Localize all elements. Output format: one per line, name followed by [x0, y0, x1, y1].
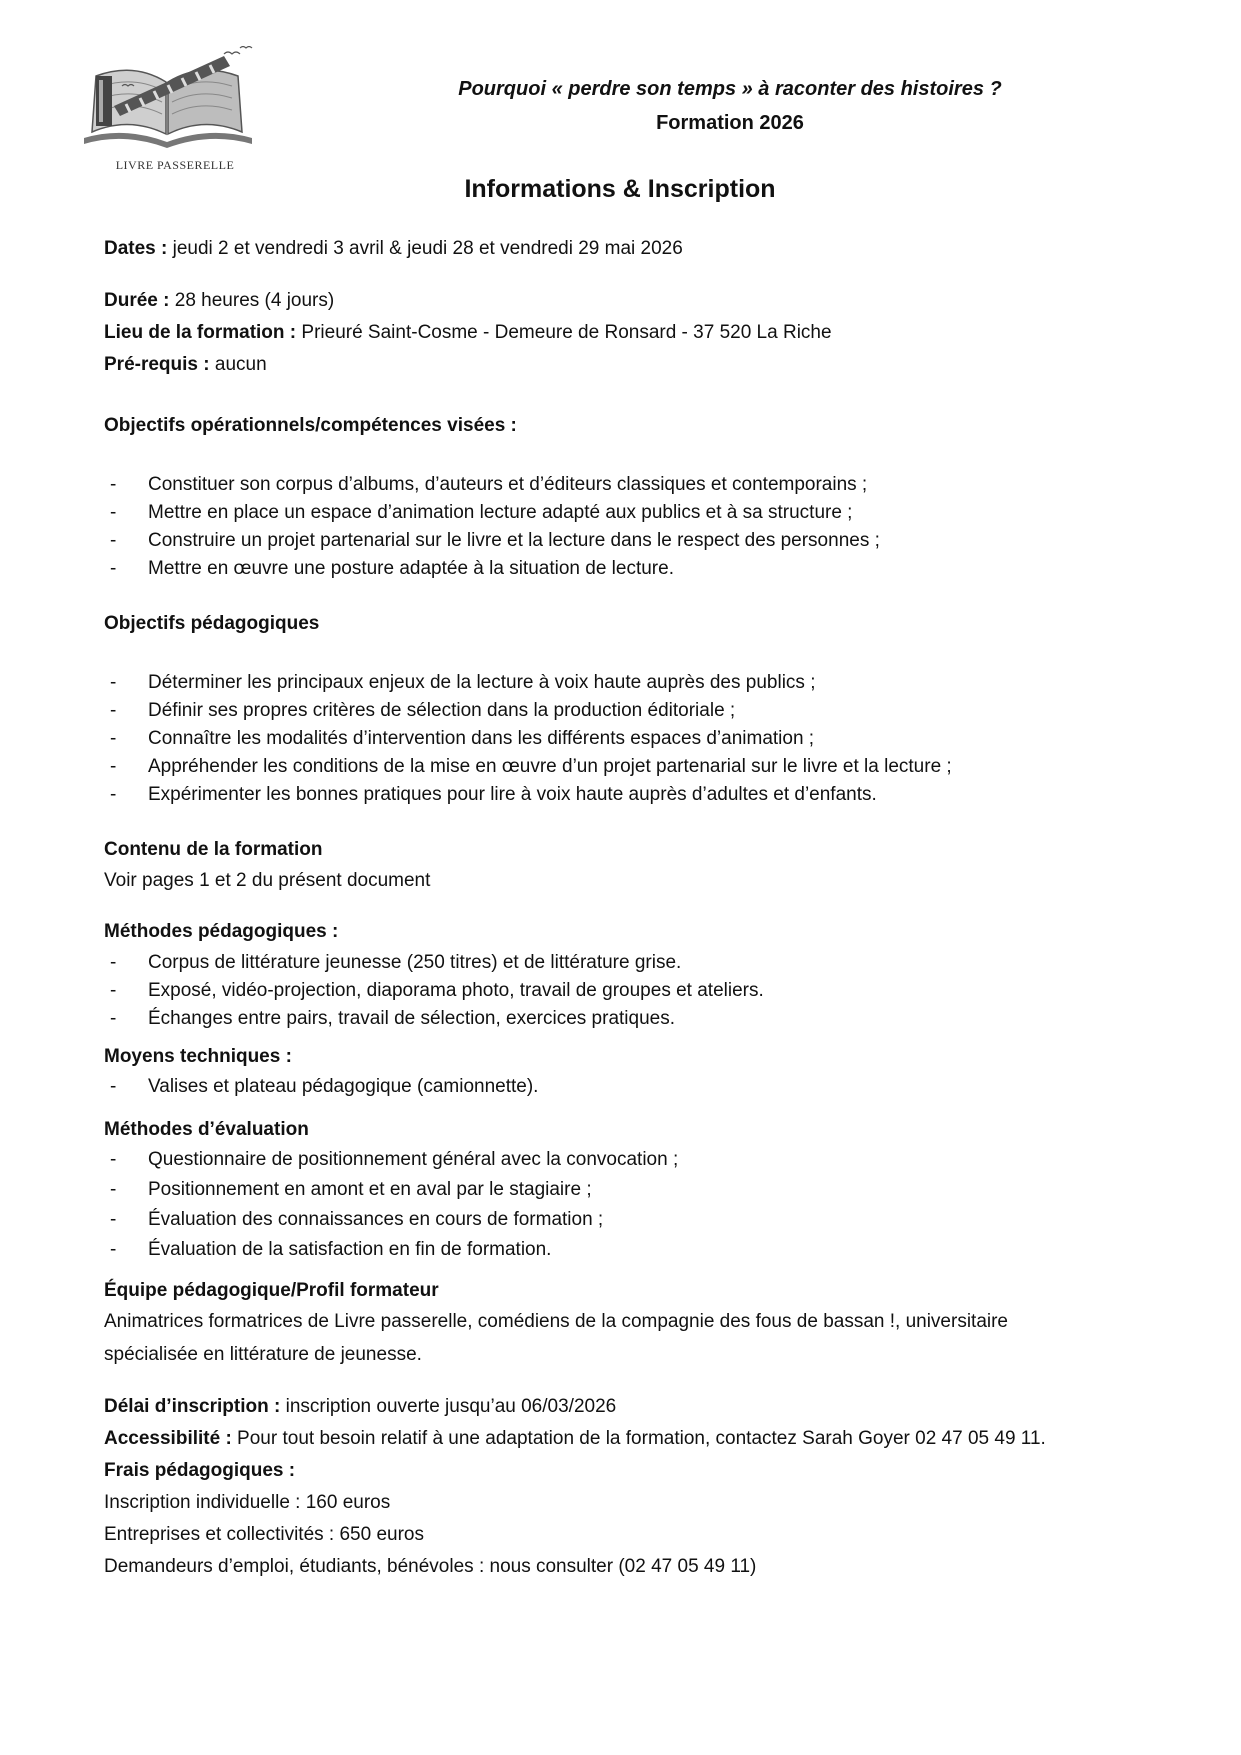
equipe-line-2: spécialisée en littérature de jeunesse.: [104, 1344, 422, 1365]
methodes-pedagogiques-title: Méthodes pédagogiques :: [104, 921, 339, 942]
objectifs-pedagogiques-list: [104, 671, 952, 811]
frais-item: Inscription individuelle : 160 euros: [104, 1492, 391, 1513]
list-item: - Construire un projet partenarial sur le livre et la lecture dans le respect des personnes ;: [104, 529, 880, 557]
prerequis-value: aucun: [209, 354, 267, 375]
lieu-label: Lieu de la formation :: [104, 322, 297, 343]
list-item: - Constituer son corpus d’albums, d’auteurs et d’éditeurs classiques et contemporains ;: [104, 473, 880, 501]
lieu-line: [104, 321, 832, 345]
list-item: - Définir ses propres critères de sélection dans la production éditoriale ;: [104, 699, 952, 727]
page-title: Informations & Inscription: [464, 175, 776, 203]
delai-line: [104, 1395, 616, 1419]
contenu-text: Voir pages 1 et 2 du présent document: [104, 870, 431, 891]
frais-item: Demandeurs d’emploi, étudiants, bénévoles : nous consulter (02 47 05 49 11): [104, 1556, 757, 1577]
duree-value: 28 heures (4 jours): [169, 290, 335, 311]
dates-line: [104, 237, 683, 261]
list-item: - Évaluation de la satisfaction en fin de formation.: [104, 1238, 678, 1268]
methodes-pedagogiques-list: [104, 951, 764, 1035]
methodes-evaluation-list: [104, 1148, 678, 1268]
list-item: - Exposé, vidéo-projection, diaporama photo, travail de groupes et ateliers.: [104, 979, 764, 1007]
lieu-value: Prieuré Saint-Cosme - Demeure de Ronsard - 37 520 La Riche: [296, 322, 832, 343]
list-item: - Mettre en place un espace d’animation lecture adapté aux publics et à sa structure ;: [104, 501, 880, 529]
objectifs-pedagogiques-title: Objectifs pédagogiques: [104, 613, 320, 634]
list-item: - Appréhender les conditions de la mise en œuvre d’un projet partenarial sur le livre et la lecture ;: [104, 755, 952, 783]
prerequis-line: [104, 353, 267, 377]
list-item: - Positionnement en amont et en aval par le stagiaire ;: [104, 1178, 678, 1208]
list-item: - Échanges entre pairs, travail de sélection, exercices pratiques.: [104, 1007, 764, 1035]
livre-passerelle-logo: [74, 46, 260, 176]
list-item: - Mettre en œuvre une posture adaptée à la situation de lecture.: [104, 557, 880, 585]
list-item: - Corpus de littérature jeunesse (250 titres) et de littérature grise.: [104, 951, 764, 979]
logo-text: LIVRE PASSERELLE: [115, 158, 235, 172]
delai-value: inscription ouverte jusqu’au 06/03/2026: [280, 1396, 617, 1417]
formation-year: Formation 2026: [656, 112, 804, 134]
contenu-title: Contenu de la formation: [104, 839, 323, 860]
list-item: - Déterminer les principaux enjeux de la lecture à voix haute auprès des publics ;: [104, 671, 952, 699]
moyens-techniques-list: [104, 1075, 538, 1103]
list-item: - Questionnaire de positionnement général avec la convocation ;: [104, 1148, 678, 1178]
list-item: - Connaître les modalités d’intervention dans les différents espaces d’animation ;: [104, 727, 952, 755]
prerequis-label: Pré-requis :: [104, 354, 210, 375]
equipe-line-1: Animatrices formatrices de Livre passerelle, comédiens de la compagnie des fous de bassan !, universitaire: [104, 1311, 1009, 1332]
objectifs-operationnels-list: [104, 473, 880, 585]
list-item: - Valises et plateau pédagogique (camionnette).: [104, 1075, 538, 1103]
accessibilite-line: [104, 1427, 1046, 1451]
frais-item: Entreprises et collectivités : 650 euros: [104, 1524, 424, 1545]
delai-label: Délai d’inscription :: [104, 1396, 281, 1417]
accessibilite-label: Accessibilité :: [104, 1428, 232, 1449]
dates-label: Dates :: [104, 238, 168, 259]
methodes-evaluation-title: Méthodes d’évaluation: [104, 1119, 309, 1140]
document-subtitle: Pourquoi « perdre son temps » à raconter des histoires ?: [458, 78, 1002, 100]
open-book-icon: [74, 46, 260, 156]
dates-value: jeudi 2 et vendredi 3 avril & jeudi 28 et vendredi 29 mai 2026: [167, 238, 683, 259]
list-item: - Évaluation des connaissances en cours de formation ;: [104, 1208, 678, 1238]
list-item: - Expérimenter les bonnes pratiques pour lire à voix haute auprès d’adultes et d’enfants.: [104, 783, 952, 811]
accessibilite-value: Pour tout besoin relatif à une adaptation de la formation, contactez Sarah Goyer 02 47 05 49 11.: [231, 1428, 1046, 1449]
duree-line: [104, 289, 334, 313]
moyens-techniques-title: Moyens techniques :: [104, 1046, 292, 1067]
equipe-title: Équipe pédagogique/Profil formateur: [104, 1280, 439, 1301]
objectifs-operationnels-title: Objectifs opérationnels/compétences visées :: [104, 415, 517, 436]
frais-title: Frais pédagogiques :: [104, 1460, 296, 1481]
duree-label: Durée :: [104, 290, 170, 311]
